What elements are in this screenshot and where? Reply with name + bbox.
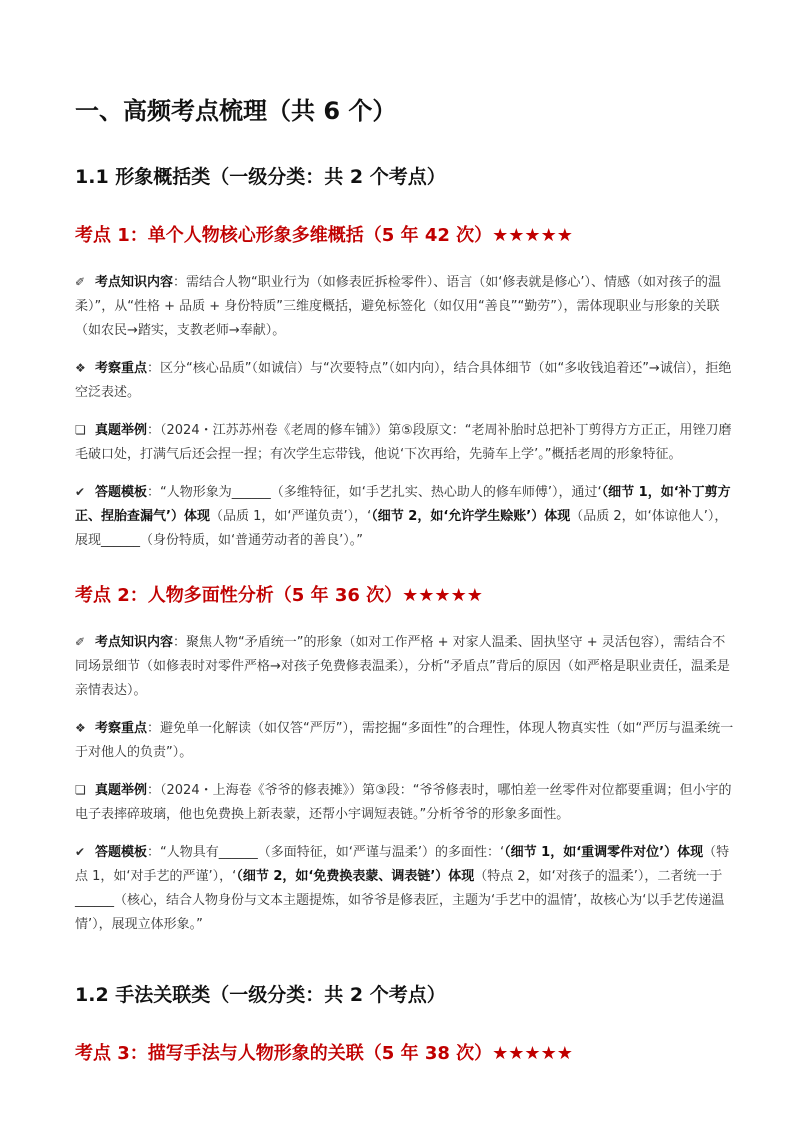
- document-content: [75, 96, 735, 1088]
- template-label: 答题模板: [95, 845, 148, 860]
- knowledge-paragraph: [75, 270, 735, 343]
- template-bold: （细节 2，如‘免费换表蒙、调表链’）体现: [236, 869, 475, 884]
- box-icon: ❏: [75, 423, 86, 437]
- page-title: 一、高频考点梳理（共 6 个）: [75, 97, 397, 125]
- knowledge-text: ：需结合人物“职业行为（如修表匠拆检零件）、语言（如‘修表就是修心’）、情感（如对孩子的温柔）”，从“性格 + 品质 + 身份特质”三维度概括，避免标签化（如仅用“善良”“勤劳”），需体现职业与形象的关联（如农民→踏实，支教老师→奉献）。: [75, 275, 722, 338]
- point-heading: 考点 2：人物多面性分析（5 年 36 次）★★★★★: [75, 585, 483, 606]
- example-text: ：（2024・江苏苏州卷《老周的修车铺》）第⑤段原文：“老周补胎时总把补丁剪得方方正正，用锉刀磨毛破口处，打满气后还会捏一捏；有次学生忘带钱，他说‘下次再给，先骑车上学’。”概括老周的形象特征。: [75, 423, 732, 462]
- example-text: ：（2024・上海卷《爷爷的修表摊》）第③段：“爷爷修表时，哪怕差一丝零件对位都要重调；但小宇的电子表摔碎玻璃，他也免费换上新表蒙，还帮小宇调短表链。”分析爷爷的形象多面性。: [75, 783, 732, 822]
- focus-paragraph: [75, 716, 735, 765]
- template-bold: （细节 1，如‘重调零件对位’）体现: [504, 845, 704, 860]
- point-heading: 考点 3：描写手法与人物形象的关联（5 年 38 次）★★★★★: [75, 1043, 573, 1064]
- knowledge-paragraph: [75, 630, 735, 703]
- template-bold: （细节 2，如‘允许学生赊账’）体现: [371, 509, 571, 524]
- pencil-icon: ✐: [75, 635, 86, 649]
- template-paragraph: [75, 840, 735, 937]
- diamond-icon: ❖: [75, 361, 86, 375]
- point-heading: 考点 1：单个人物核心形象多维概括（5 年 42 次）★★★★★: [75, 225, 573, 246]
- template-paragraph: [75, 480, 735, 553]
- diamond-icon: ❖: [75, 721, 86, 735]
- section-heading: 1.1 形象概括类（一级分类：共 2 个考点）: [75, 166, 446, 188]
- example-label: 真题举例: [95, 783, 148, 798]
- template-text: ：“人物具有______（多面特征，如‘严谨与温柔’）的多面性：‘: [147, 845, 505, 860]
- focus-text: ：区分“核心品质”（如诚信）与“次要特点”（如内向），结合具体细节（如“多收钱追着还”→诚信），拒绝空泛表述。: [75, 361, 732, 400]
- template-bold: （细节 1，如‘补丁剪方正、捏胎查漏气’）体现: [75, 485, 731, 524]
- template-text: （特点 2，如‘对孩子的温柔’），二者统一于______（核心，结合人物身份与文本主题提炼，如爷爷是修表匠，主题为‘手艺中的温情’，故核心为‘以手艺传递温情’），展现立体形象。”: [75, 869, 725, 932]
- section-heading: 1.2 手法关联类（一级分类：共 2 个考点）: [75, 984, 446, 1006]
- check-icon: ✔: [75, 845, 86, 859]
- box-icon: ❏: [75, 783, 86, 797]
- focus-label: 考察重点: [95, 361, 148, 376]
- template-text: （品质 1，如‘严谨负责’），‘: [209, 509, 372, 524]
- template-text: （特点 1，如‘对手艺的严谨’），‘: [75, 845, 730, 884]
- template-label: 答题模板: [95, 485, 148, 500]
- focus-text: ：避免单一化解读（如仅答“严厉”），需挖掘“多面性”的合理性，体现人物真实性（如“严厉与温柔统一于对他人的负责”）。: [75, 721, 734, 760]
- focus-paragraph: [75, 356, 735, 405]
- knowledge-text: ：聚焦人物“矛盾统一”的形象（如对工作严格 + 对家人温柔、固执坚守 + 灵活包容），需结合不同场景细节（如修表时对零件严格→对孩子免费修表温柔），分析“矛盾点”背后的原因（如严格是职业责任，温柔是亲情表达）。: [75, 635, 730, 698]
- template-text: （品质 2，如‘体谅他人’），展现______（身份特质，如‘普通劳动者的善良’）。”: [75, 509, 728, 548]
- template-text: ：“人物形象为______（多维特征，如‘手艺扎实、热心助人的修车师傅’），通过‘: [147, 485, 602, 500]
- knowledge-label: 考点知识内容: [95, 635, 174, 650]
- pencil-icon: ✐: [75, 275, 86, 289]
- focus-label: 考察重点: [95, 721, 148, 736]
- knowledge-label: 考点知识内容: [95, 275, 174, 290]
- example-paragraph: [75, 778, 735, 827]
- example-paragraph: [75, 418, 735, 467]
- example-label: 真题举例: [95, 423, 148, 438]
- check-icon: ✔: [75, 485, 86, 499]
